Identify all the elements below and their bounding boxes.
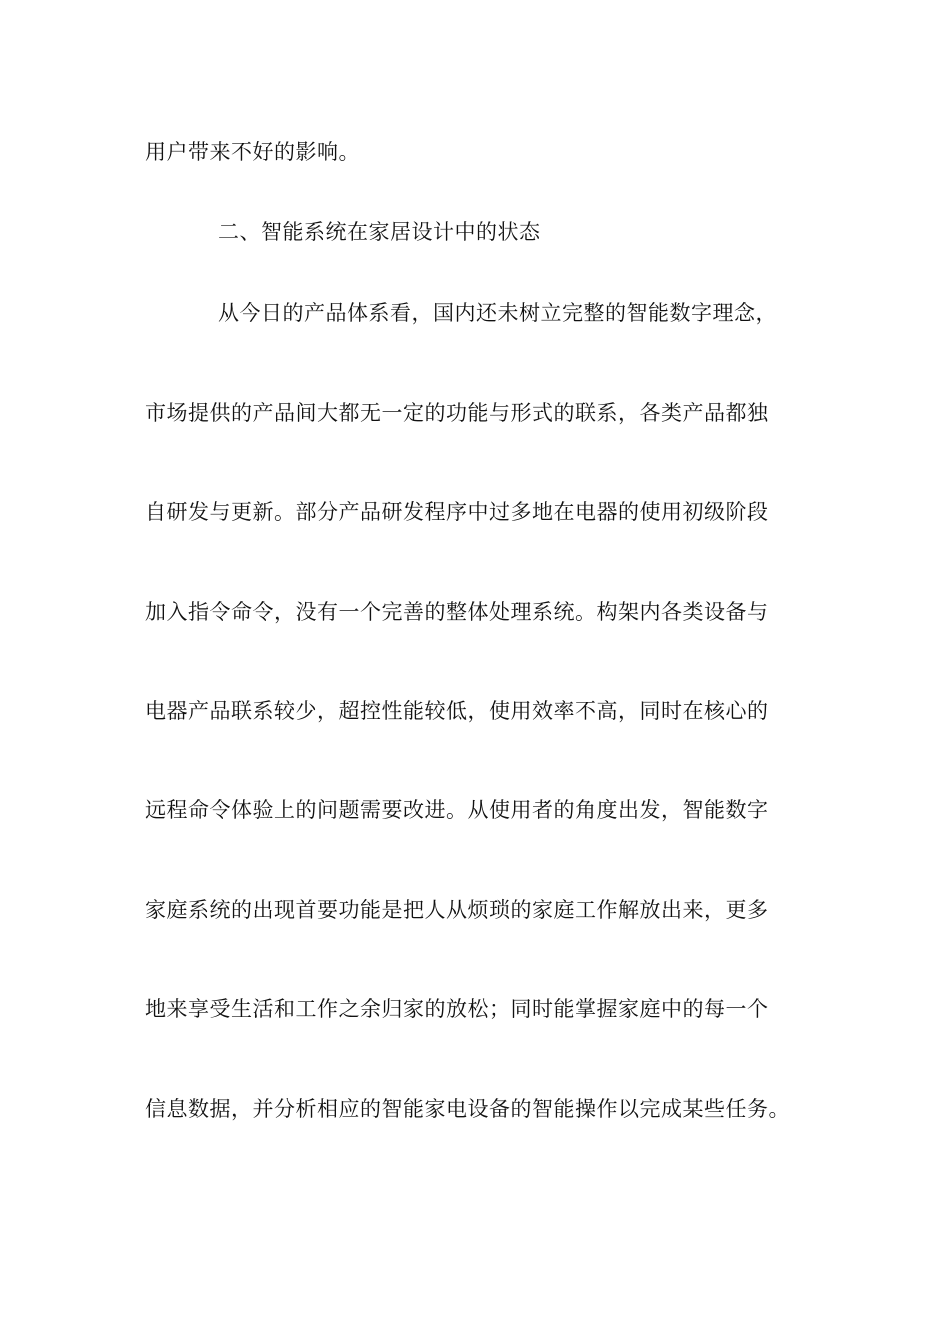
paragraph-line-7: 远程命令体验上的问题需要改进。从使用者的角度出发，智能数字 xyxy=(145,798,769,822)
paragraph-line-2: 从今日的产品体系看，国内还未树立完整的智能数字理念， xyxy=(218,301,777,325)
paragraph-line-5: 加入指令命令，没有一个完善的整体处理系统。构架内各类设备与 xyxy=(145,600,769,624)
paragraph-line-8: 家庭系统的出现首要功能是把人从烦琐的家庭工作解放出来，更多 xyxy=(145,898,769,922)
paragraph-line-6: 电器产品联系较少，超控性能较低，使用效率不高，同时在核心的 xyxy=(145,699,769,723)
paragraph-line-3: 市场提供的产品间大都无一定的功能与形式的联系，各类产品都独 xyxy=(145,401,769,425)
section-heading: 二、智能系统在家居设计中的状态 xyxy=(218,220,541,244)
paragraph-line-9: 地来享受生活和工作之余归家的放松；同时能掌握家庭中的每一个 xyxy=(145,997,769,1021)
paragraph-line-4: 自研发与更新。部分产品研发程序中过多地在电器的使用初级阶段 xyxy=(145,500,769,524)
paragraph-line-10: 信息数据，并分析相应的智能家电设备的智能操作以完成某些任务。 xyxy=(145,1097,790,1121)
paragraph-line-1: 用户带来不好的影响。 xyxy=(145,140,360,164)
